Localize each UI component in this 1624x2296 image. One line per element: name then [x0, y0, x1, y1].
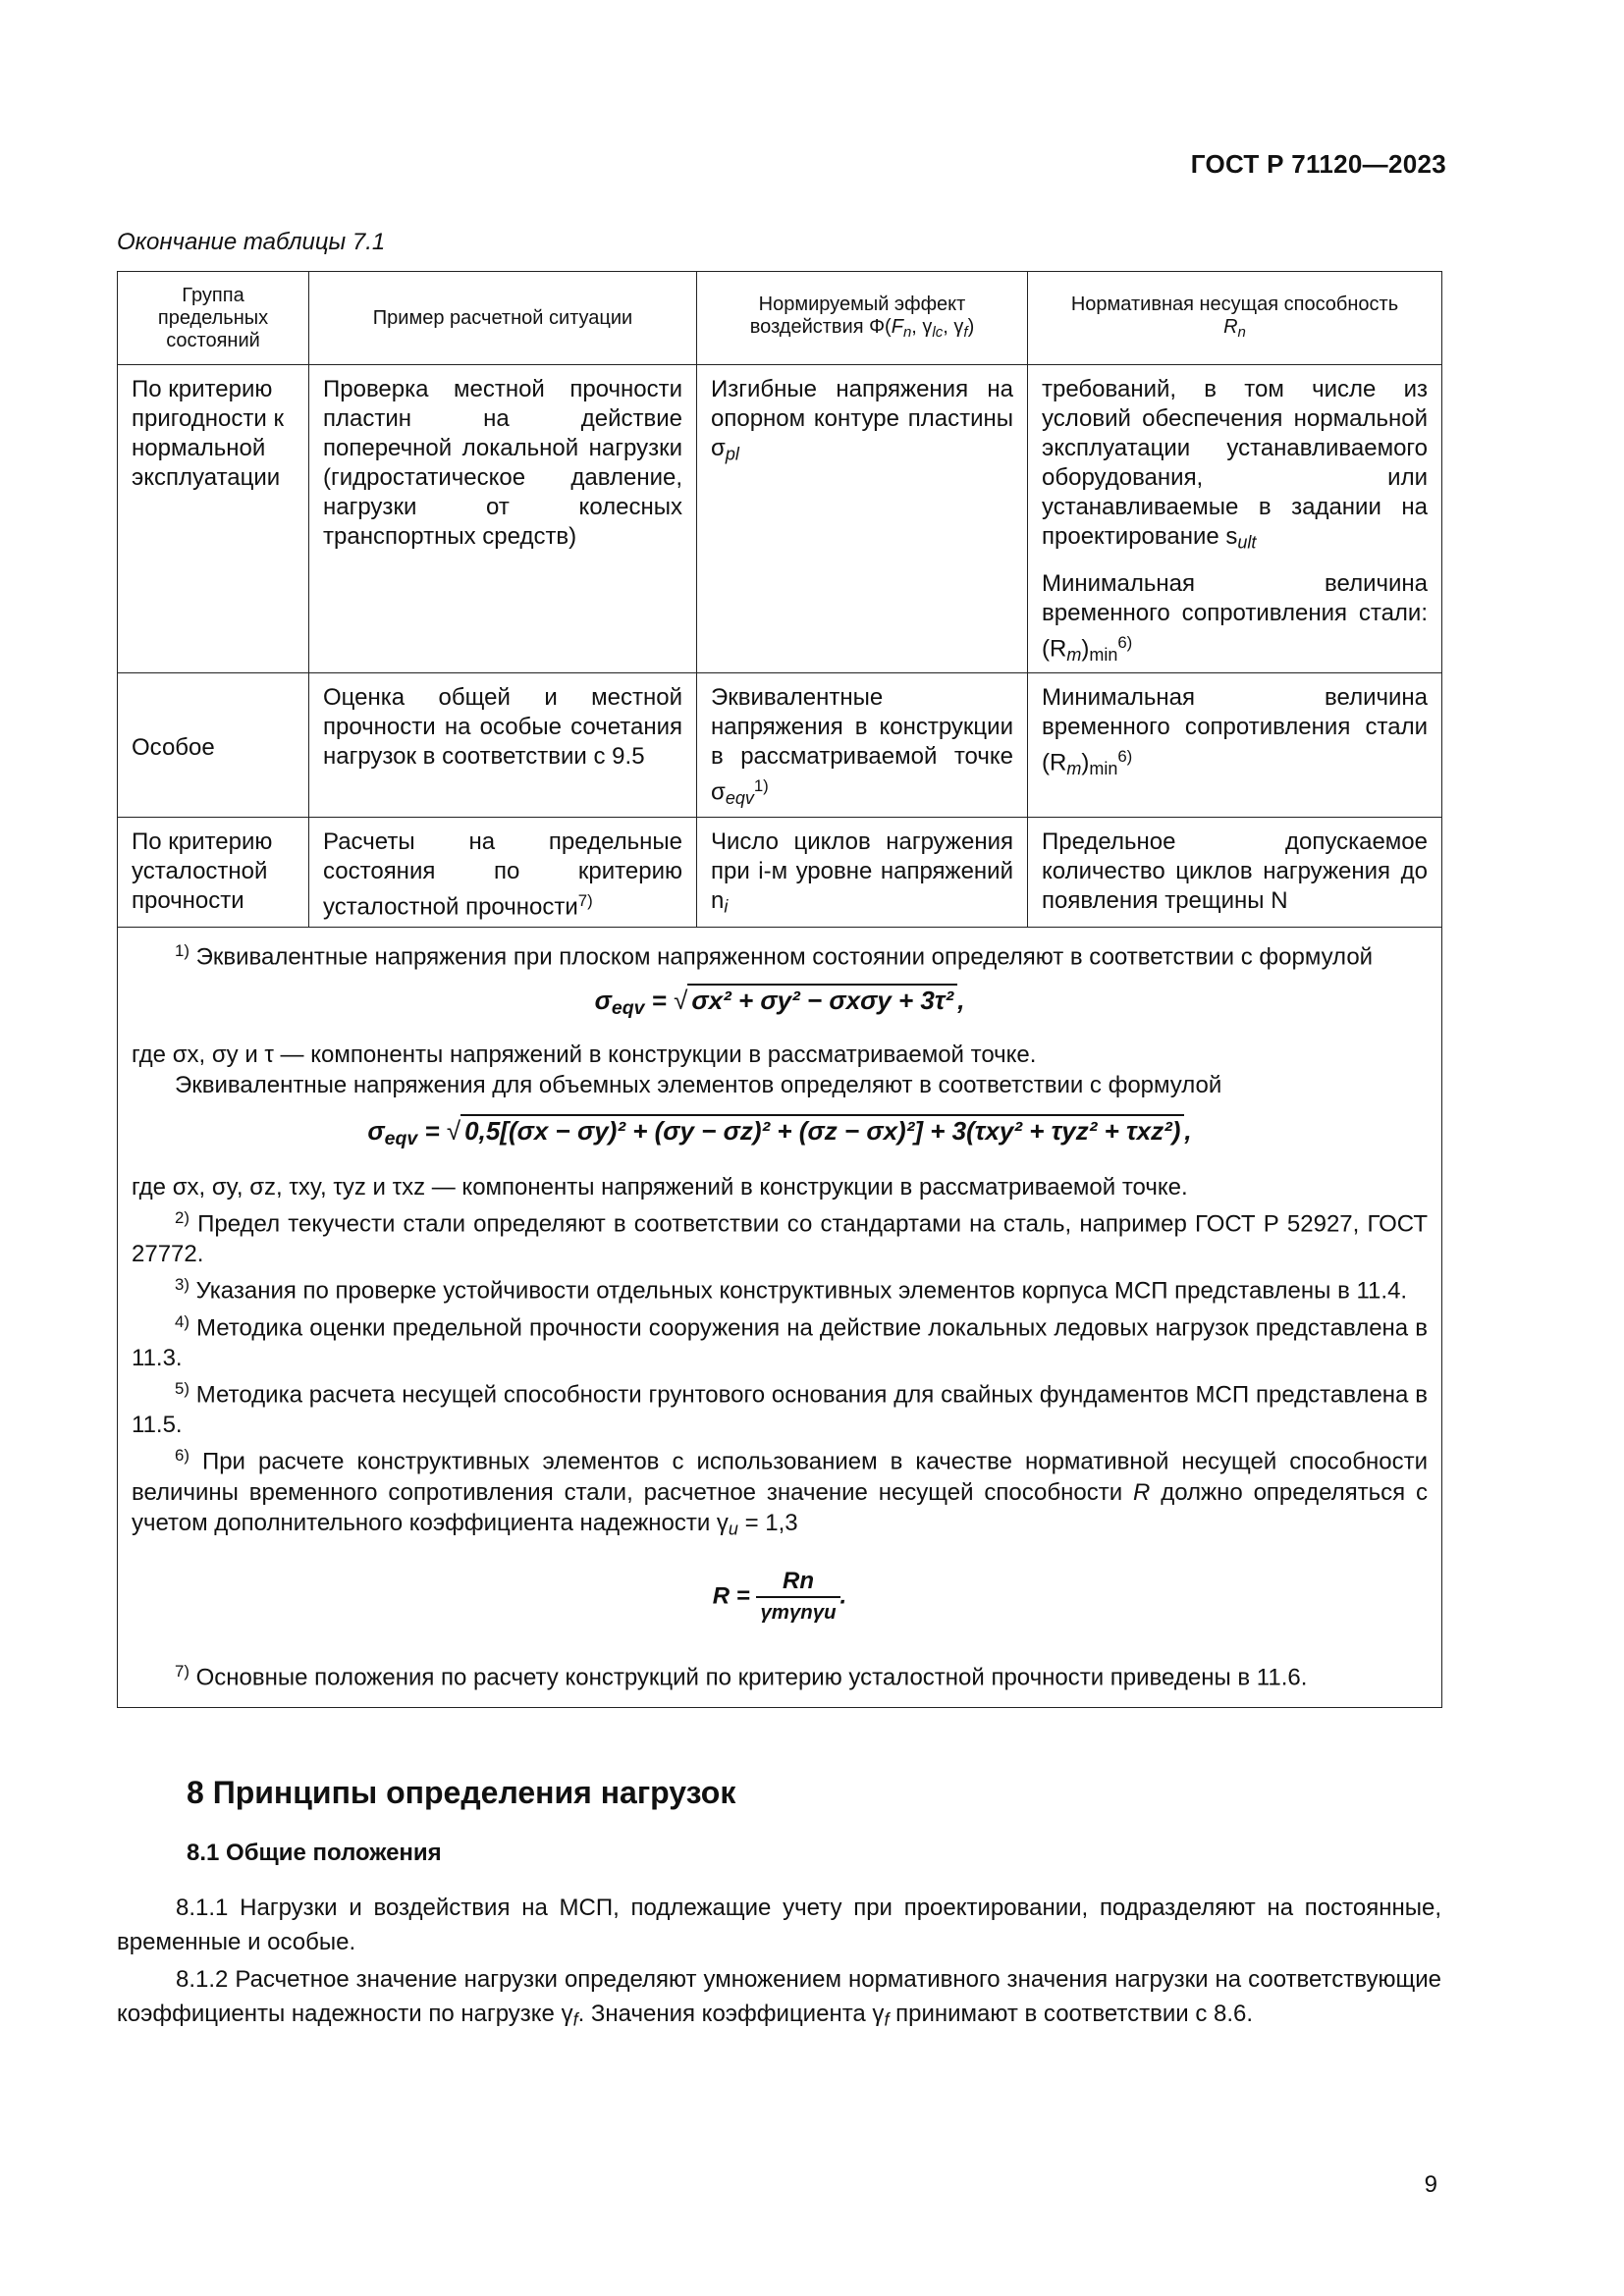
paragraph-8-1-1: 8.1.1 Нагрузки и воздействия на МСП, подлежащие учету при проектировании, подразделяют на постоянные, временные и особые. [117, 1895, 1441, 1955]
note-6: $^{6)}$ При расчете конструктивных элементов с использованием в качестве нормативной несущей способности величины временного сопротивления стали, расчетное значение несущей способности R должно определяться с учетом дополнительного коэффициента надежности $\gamma_u = 1,3$ [132, 1446, 1429, 1539]
formula-eqv-plane: $\sigma_{eqv}$ = √ σx² + σy² − σxσy + 3τ² , [594, 986, 965, 1019]
cell-capacity: Минимальная величина временного сопротивления стали $(R_m)_{min}^{6)}$ [1028, 673, 1442, 818]
note-3: $^{3)}$ Указания по проверке устойчивости отдельных конструктивных элементов корпуса МСП представлены в 11.4. [175, 1275, 1408, 1305]
note-2: $^{2)}$ Предел текучести стали определяют в соответствии со стандартами на сталь, например ГОСТ Р 52927, ГОСТ 27772. [132, 1207, 1429, 1268]
cell-effect: Число циклов нагружения при i-м уровне напряжений $n_i$ [697, 818, 1028, 927]
table-caption: Окончание таблицы 7.1 [117, 229, 386, 255]
table-row [118, 365, 1442, 673]
header-group: Группа предельных состояний [118, 272, 309, 365]
cell-example: Проверка местной прочности пластин на действие поперечной локальной нагрузки (гидростатическое давление, нагрузки от колесных транспортных средств) [309, 365, 697, 673]
where-1: где σx, σy и τ — компоненты напряжений в конструкции в рассматриваемой точке. [132, 1041, 1037, 1068]
table-row [118, 673, 1442, 818]
header-example: Пример расчетной ситуации [309, 272, 697, 365]
table-row [118, 818, 1442, 927]
note-7: $^{7)}$ Основные положения по расчету конструкций по критерию усталостной прочности приведены в 11.6. [175, 1662, 1308, 1691]
cell-example: Оценка общей и местной прочности на особые сочетания нагрузок в соответствии с 9.5 [309, 673, 697, 818]
table-notes [118, 927, 1442, 1707]
cell-capacity [1028, 365, 1442, 673]
table-7-1 [117, 271, 1442, 1708]
header-capacity: Нормативная несущая способность $R_n$ [1028, 272, 1442, 365]
formula-design-capacity: R = $\frac{Rn}{\text{γmγnγu}}$ . [712, 1568, 847, 1625]
note-4: $^{4)}$ Методика оценки предельной прочности сооружения на действие локальных ледовых нагрузок представлена в 11.3. [132, 1311, 1428, 1371]
note-1b: Эквивалентные напряжения для объемных элементов определяют в соответствии с формулой [175, 1071, 1222, 1098]
capacity-part-a: требований, в том числе из условий обеспечения нормальной эксплуатации устанавливаемого оборудования, или устанавливаемые в задании на проектирование $s_{ult}$ [1042, 376, 1428, 553]
header-effect: Нормируемый эффект воздействия $\Phi(F_n$, $\gamma_{lc}$, $\gamma_f$) [697, 272, 1028, 365]
cell-capacity: Предельное допускаемое количество циклов нагружения до появления трещины N [1028, 818, 1442, 927]
cell-effect: Изгибные напряжения на опорном контуре пластины $\sigma_{pl}$ [697, 365, 1028, 673]
cell-example: Расчеты на предельные состояния по критерию усталостной прочности$^{7)}$ [309, 818, 697, 927]
formula-eqv-volume: $\sigma_{eqv}$ = √ 0,5[(σx − σy)² + (σy − σz)² + (σz − σx)²] + 3(τxy² + τyz² + τxz²) , [367, 1115, 1192, 1149]
cell-group: Особое [118, 673, 309, 818]
table-header-row [118, 272, 1442, 365]
note-5: $^{5)}$ Методика расчета несущей способности грунтового основания для свайных фундаментов МСП представлена в 11.5. [132, 1378, 1429, 1439]
cell-group: По критерию пригодности к нормальной эксплуатации [118, 365, 309, 673]
cell-group: По критерию усталостной прочности [118, 818, 309, 927]
standard-code: ГОСТ Р 71120—2023 [1190, 149, 1446, 179]
cell-effect: Эквивалентные напряжения в конструкции в рассматриваемой точке $\sigma_{eqv}^{1)}$ [697, 673, 1028, 818]
capacity-part-b: Минимальная величина временного сопротивления стали: $(R_m)_{min}^{6)}$ [1042, 569, 1428, 665]
where-2: где σx, σy, σz, τxy, τyz и τxz — компоненты напряжений в конструкции в рассматриваемой точке. [132, 1173, 1188, 1201]
note-1: $^{1)}$ Эквивалентные напряжения при плоском напряженном состоянии определяют в соответствии с формулой [175, 940, 1374, 971]
section-title: 8 Принципы определения нагрузок [187, 1775, 736, 1810]
subsection-title: 8.1 Общие положения [187, 1840, 442, 1866]
paragraph-8-1-2: 8.1.2 Расчетное значение нагрузки определяют умножением нормативного значения нагрузки на соответствующие коэффициенты надежности по нагрузке $\gamma_f$. Значения коэффициента $\gamma_f$ принимают в соответствии с 8.6. [117, 1966, 1441, 2030]
page-number: 9 [1424, 2171, 1437, 2198]
table-notes-row [118, 927, 1442, 1707]
